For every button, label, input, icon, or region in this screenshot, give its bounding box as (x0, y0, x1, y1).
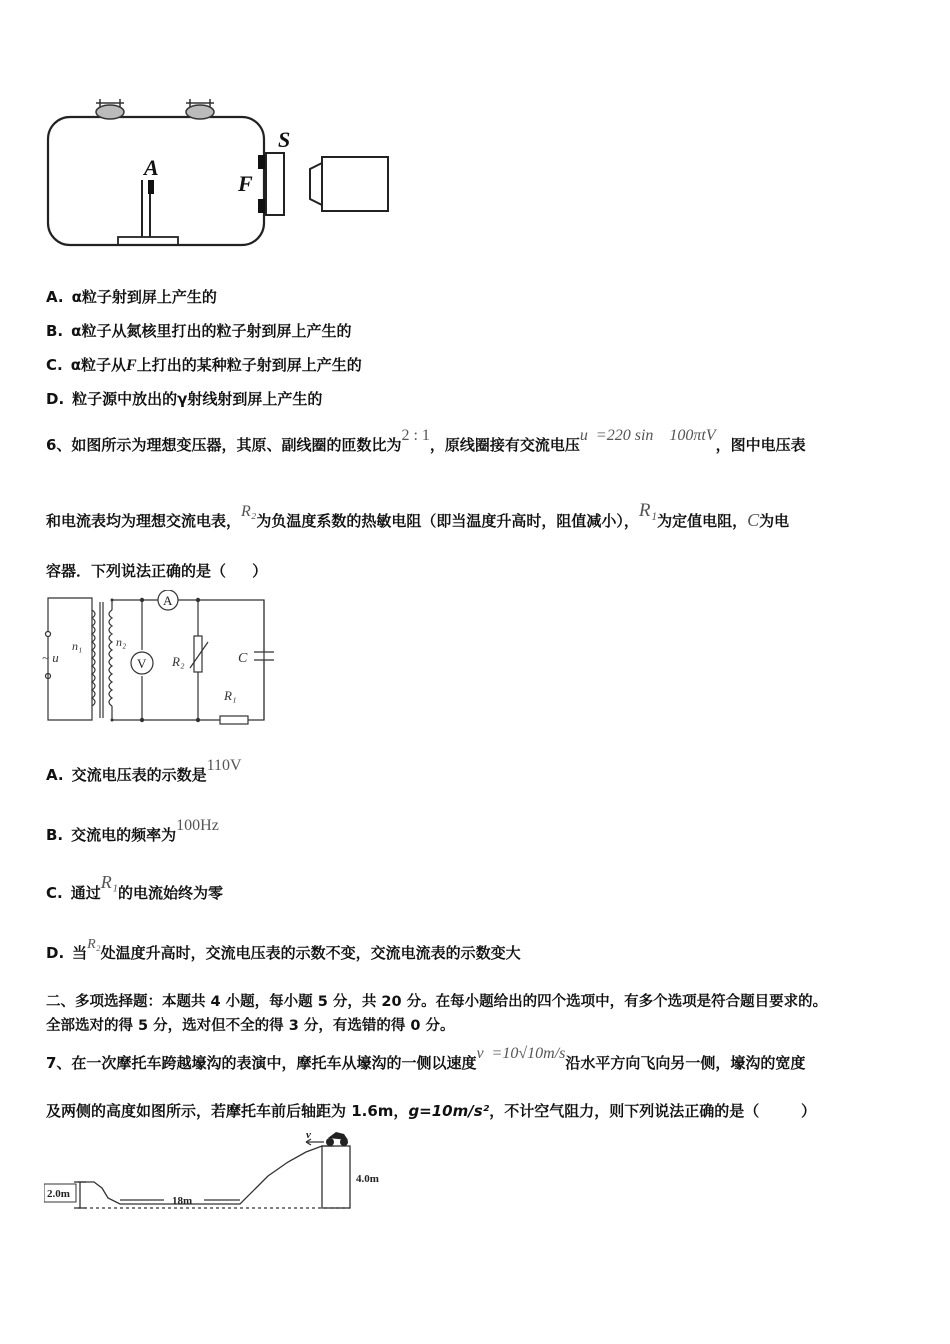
valve-right (186, 99, 214, 119)
width-label: 18m (172, 1195, 193, 1207)
valve-left (96, 99, 124, 119)
velocity-expression: v =10√10m/s (476, 1045, 566, 1062)
label-A: A (144, 155, 159, 180)
voltage-expression: u =220 sin 100πtV (579, 427, 716, 444)
v-label: v (306, 1132, 311, 1141)
section2-header-line1: 二、多项选择题：本题共 4 小题，每小题 5 分，共 20 分。在每小题给出的四个选项中，有多个选项是符合题目要求的。 (46, 994, 828, 1010)
n1-label: n₁ (72, 639, 83, 653)
label-F: F (238, 171, 253, 196)
u-label: ~ u (42, 650, 59, 665)
microscope (310, 157, 388, 211)
q6-option-c: C. 通过R₁的电流始终为零 (46, 872, 224, 902)
q6-stem-line2: 和电流表均为理想交流电表，R₂为负温度系数的热敏电阻（即当温度升高时，阻值减小），R₁为定值电阻，C为电 (46, 500, 790, 530)
ammeter-label: A (163, 593, 173, 608)
r2-label: R₂ (172, 654, 185, 669)
left-height-label: 2.0m (47, 1188, 70, 1200)
q6-option-b: B. 交流电的频率为100Hz (46, 817, 219, 844)
scintillation-apparatus-figure (40, 95, 400, 255)
q5-option-b: B. α粒子从氮核里打出的粒子射到屏上产生的 (46, 322, 352, 340)
q5-option-d: D. 粒子源中放出的γ射线射到屏上产生的 (46, 390, 323, 408)
q5-option-a: A. α粒子射到屏上产生的 (46, 288, 217, 306)
foil-F-bottom (258, 199, 266, 213)
label-S: S (278, 127, 291, 152)
voltmeter-label: V (137, 656, 147, 671)
q5-option-c: C. α粒子从F上打出的某种粒子射到屏上产生的 (46, 356, 362, 374)
r1-label: R₁ (224, 688, 237, 703)
foil-F-top (258, 155, 266, 169)
screen-S (266, 153, 284, 215)
q7-stem-line1: 7、在一次摩托车跨越壕沟的表演中，摩托车从壕沟的一侧以速度v =10√10m/s沿水平方向飞向另一侧，壕沟的宽度 (46, 1045, 806, 1072)
motorcycle-icon (326, 1132, 348, 1146)
source-A (148, 180, 154, 194)
q6-option-d: D. 当R₂处温度升高时，交流电压表的示数不变，交流电流表的示数变大 (46, 937, 521, 962)
q6-option-a: A. 交流电压表的示数是110V (46, 757, 242, 784)
source-base (118, 237, 178, 245)
q6-stem-line3: 容器．下列说法正确的是（ ） (46, 562, 268, 580)
right-height-label: 4.0m (356, 1173, 379, 1185)
ditch-figure (44, 1132, 384, 1214)
c-label: C (238, 651, 248, 666)
turns-ratio: 2 : 1 (401, 427, 430, 444)
chamber-outline (48, 117, 264, 245)
q7-stem-line2: 及两侧的高度如图所示，若摩托车前后轴距为 1.6m，g=10m/s²，不计空气阻力，则下列说法正确的是（ ） (46, 1102, 817, 1120)
q6-stem-line1: 6、如图所示为理想变压器，其原、副线圈的匝数比为2 : 1，原线圈接有交流电压u =220 sin 100πtV，图中电压表 (46, 427, 806, 454)
n2-label: n₂ (116, 635, 127, 649)
transformer-circuit-figure (40, 590, 280, 730)
section2-header-line2: 全部选对的得 5 分，选对但不全的得 3 分，有选错的得 0 分。 (46, 1018, 455, 1034)
